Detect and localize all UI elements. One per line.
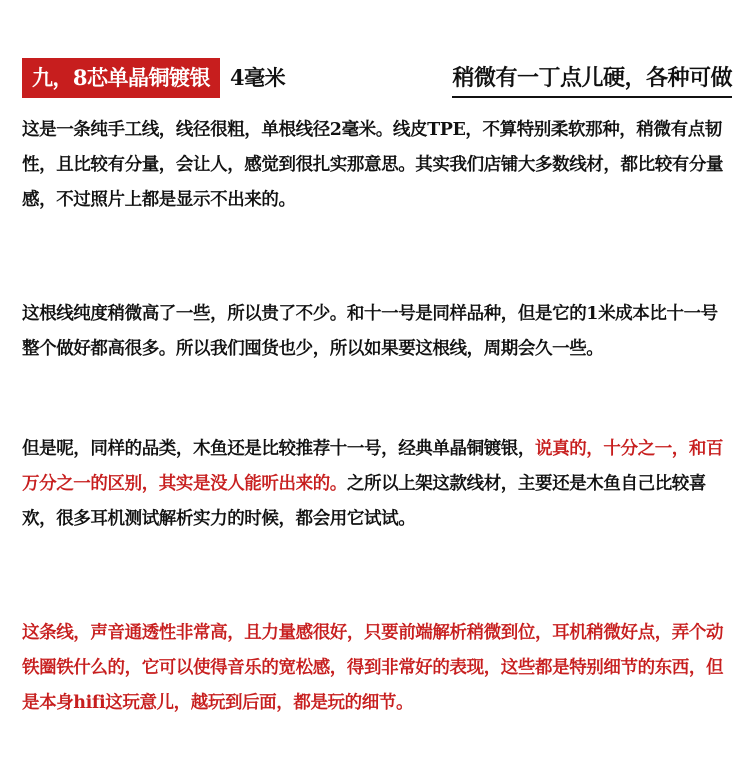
paragraph-sound-description: 这条线，声音通透性非常高，且力量感很好，只要前端解析稍微到位，耳机稍微好点，弄个动铁圈铁什么的，它可以使得音乐的宽松感，得到非常好的表现，这些都是特别细节的东西，但是本身hifi这玩意儿，越玩到后面，都是玩的细节。 <box>22 623 724 713</box>
paragraph-intro: 这是一条纯手工线，线径很粗，单根线径2毫米。线皮TPE，不算特别柔软那种，稍微有点韧性，且比较有分量，会让人，感觉到很扎实那意思。其实我们店铺大多数线材，都比较有分量感，不过照片上都是显示不出来的。 <box>22 120 724 210</box>
section-header <box>22 58 732 98</box>
paragraph-purity: 这根线纯度稍微高了一些，所以贵了不少。和十一号是同样品种，但是它的1米成本比十一号整个做好都高很多。所以我们囤货也少，所以如果要这根线，周期会久一些。 <box>22 304 718 359</box>
paragraph-recommendation <box>22 432 734 537</box>
section-title-badge: 九，8芯单晶铜镀银 <box>22 58 220 98</box>
paragraph-recommendation-start: 但是呢，同样的品类，木鱼还是比较推荐十一号，经典单晶铜镀银， <box>22 439 535 459</box>
section-title-suffix: 4毫米 <box>230 65 286 90</box>
section-title-note: 稍微有一丁点儿硬，各种可做 <box>452 58 732 98</box>
paragraph-recommendation-highlight: 说真的，十分之一，和百万分之一的区别，其实是没人能听出来的。 <box>22 439 724 494</box>
paragraph-recommendation-end: 之所以上架这款线材，主要还是木鱼自己比较喜欢，很多耳机测试解析实力的时候，都会用它试试。 <box>22 474 707 529</box>
